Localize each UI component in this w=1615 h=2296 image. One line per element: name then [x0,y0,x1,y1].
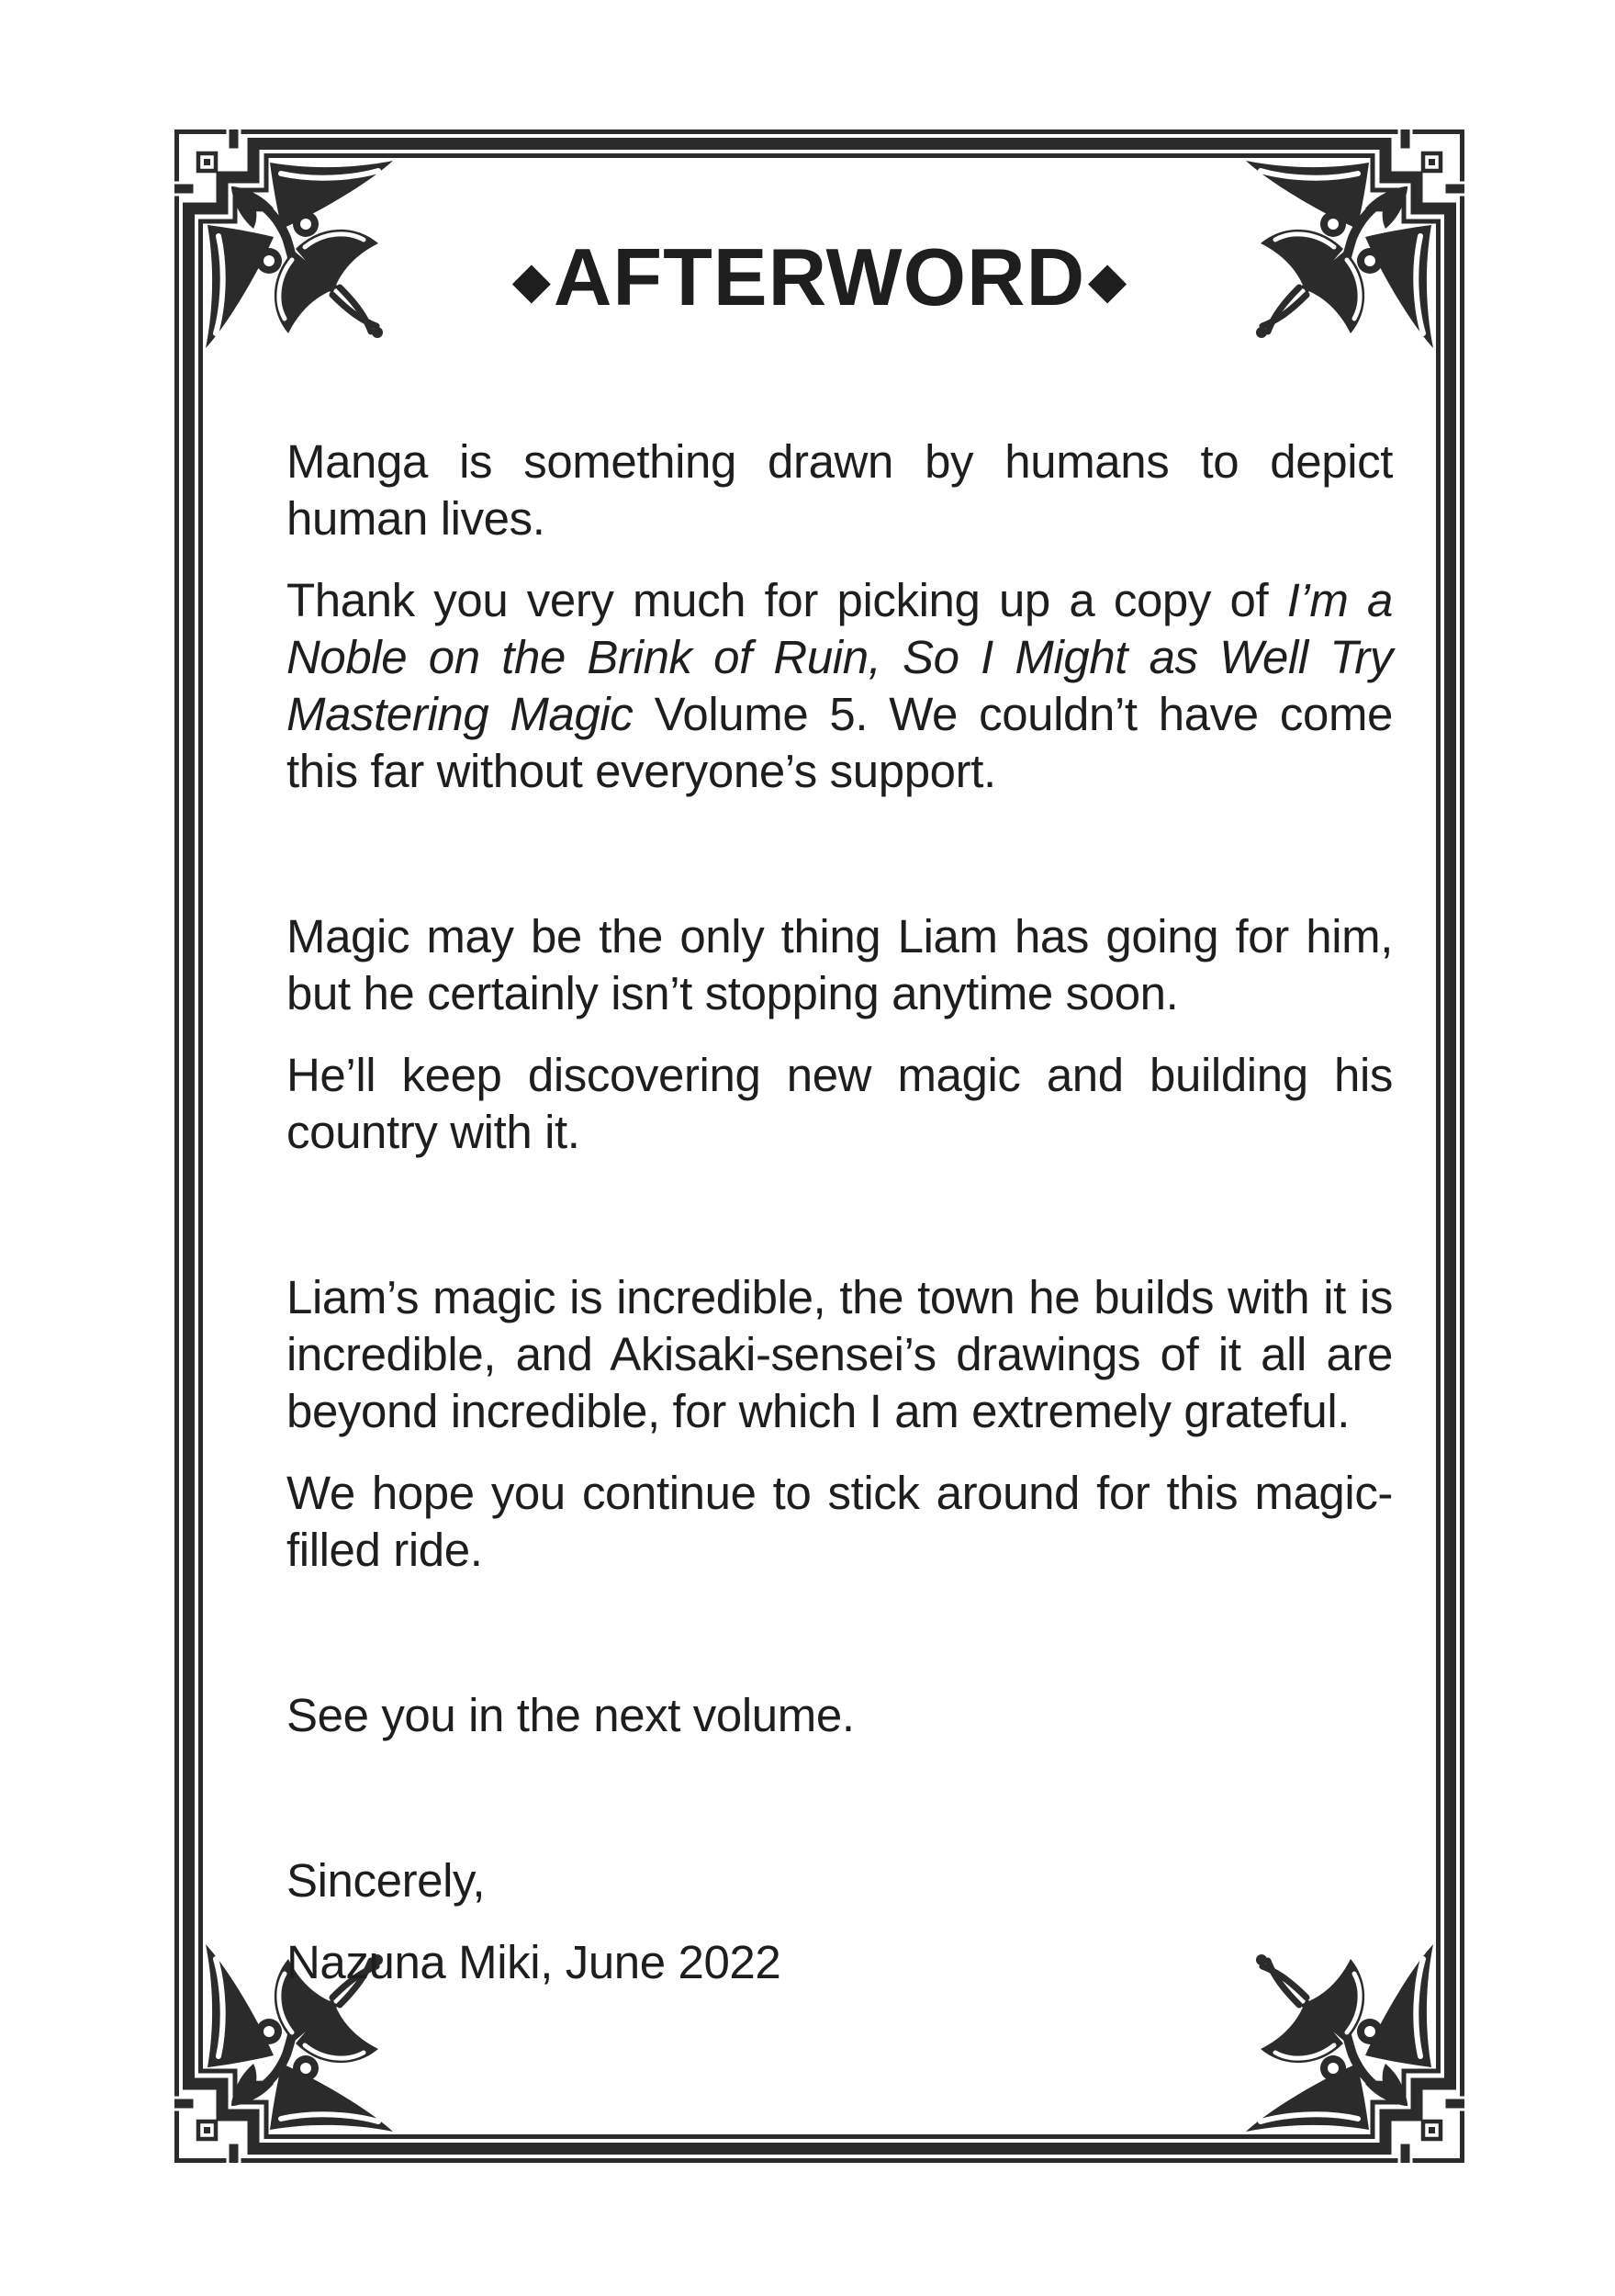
afterword-text-segment: Sincerely, [286,1854,486,1907]
afterword-paragraph [286,1269,1393,1440]
title-row [174,231,1464,327]
afterword-paragraph [286,572,1393,800]
afterword-paragraph [286,1687,1393,1744]
diamond-icon: ◆ [512,254,550,308]
afterword-paragraph [286,1465,1393,1579]
afterword-paragraph [286,1047,1393,1161]
afterword-text-segment: See you in the next volume. [286,1689,855,1741]
afterword-text-segment: Nazuna Miki, June 2022 [286,1936,781,1988]
afterword-paragraph [286,1934,1393,1991]
diamond-icon: ◆ [1089,254,1127,308]
afterword-paragraph [286,1852,1393,1909]
afterword-paragraph [286,908,1393,1022]
afterword-paragraph [286,433,1393,547]
page-title: AFTERWORD [553,231,1086,322]
afterword-text-segment: Thank you very much for picking up a copy of [286,574,1287,626]
afterword-text-segment: We hope you continue to stick around for this magic-filled ride. [286,1467,1393,1576]
afterword-text-segment: Liam’s magic is incredible, the town he builds with it is incredible, and Akisaki-sensei’s drawings of it all are beyond incredible, for which I am extremely grateful. [286,1271,1393,1437]
afterword-text [286,433,1393,2016]
afterword-text-segment: Magic may be the only thing Liam has going for him, but he certainly isn’t stopping anytime soon. [286,910,1393,1019]
afterword-text-segment: He’ll keep discovering new magic and building his country with it. [286,1049,1393,1158]
afterword-text-italic: I’m a Noble on the Brink of Ruin, So I Might as Well Try Mastering Magic [286,574,1393,740]
afterword-text-segment: Volume 5. We couldn’t have come this far without everyone’s support. [286,688,1393,797]
afterword-text-segment: Manga is something drawn by humans to depict human lives. [286,435,1393,545]
